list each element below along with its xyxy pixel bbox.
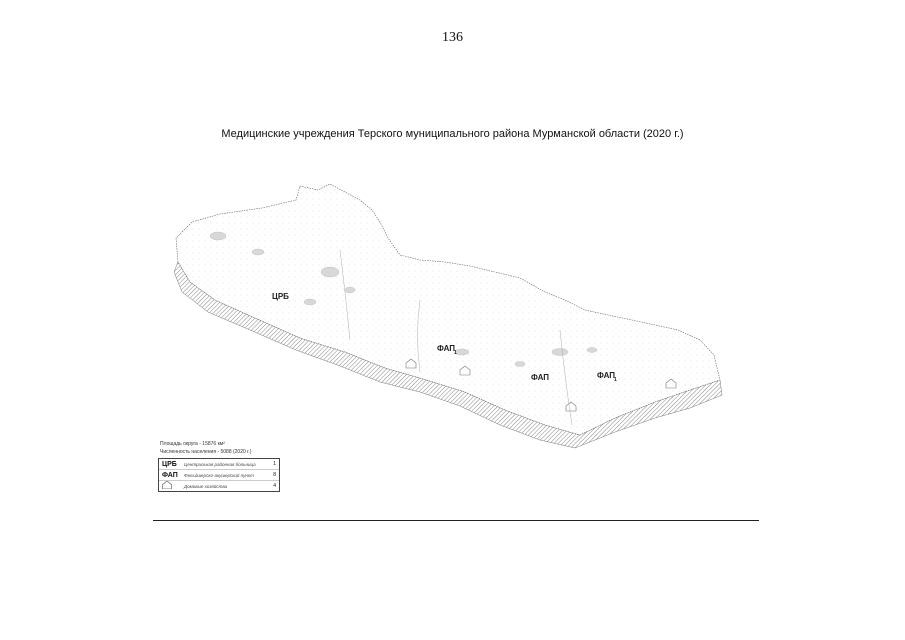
legend-count: 1 xyxy=(273,461,276,467)
facility-label: ФАП xyxy=(437,344,456,353)
legend-desc: Центральная районная больница xyxy=(184,461,256,467)
facility-label: ФАП xyxy=(531,373,550,382)
stat-population: Численность населения - 5088 (2020 г.) xyxy=(160,449,252,455)
facility-crb xyxy=(272,292,289,301)
legend-abbr: ФАП xyxy=(162,471,178,479)
facility-sub: 1 xyxy=(454,350,457,356)
legend-desc: Домовые хозяйства xyxy=(184,483,228,489)
legend-row-fap xyxy=(159,470,279,481)
legend-desc: Фельдшерско-акушерский пункт xyxy=(184,472,254,478)
legend-count: 4 xyxy=(273,483,276,489)
facility-label: ЦРБ xyxy=(272,292,289,301)
legend-row-household xyxy=(159,481,279,491)
facility-sub: 1 xyxy=(614,377,617,383)
page-number: 136 xyxy=(442,30,463,45)
district-stats xyxy=(160,440,251,456)
legend-row-crb xyxy=(159,459,279,470)
legend-abbr: ЦРБ xyxy=(162,460,177,468)
map-legend xyxy=(158,458,280,492)
facility-fap xyxy=(531,373,549,382)
legend-count: 8 xyxy=(273,472,276,478)
page-rule xyxy=(153,520,759,521)
map-title: Медицинские учреждения Терского муниципального района Мурманской области (2020 г.) xyxy=(221,128,684,140)
house-icon xyxy=(162,481,184,491)
stat-area: Площадь округа - 15876 км² xyxy=(160,441,225,447)
facility-label: ФАП xyxy=(597,371,616,380)
